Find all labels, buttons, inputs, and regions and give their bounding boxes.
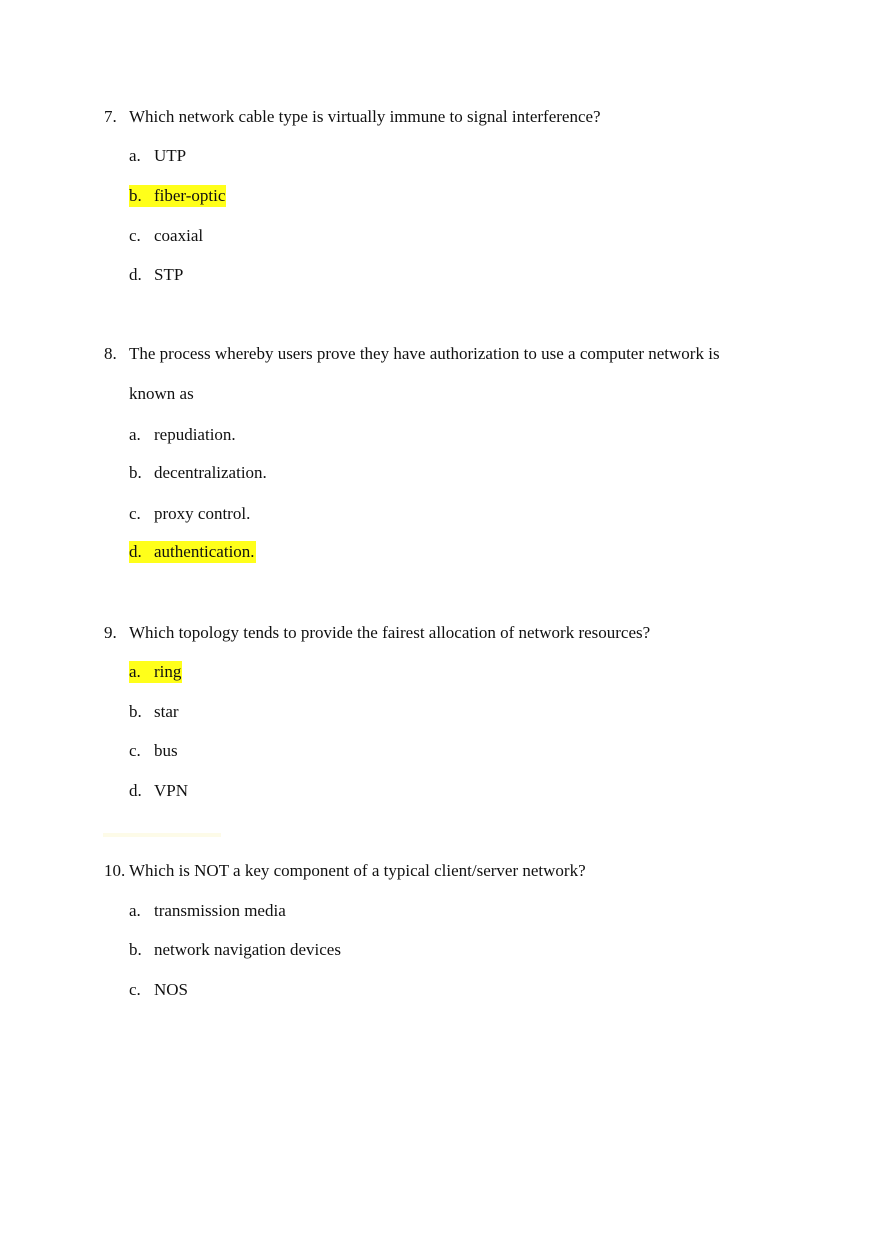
option-letter: a. xyxy=(129,662,141,681)
question-7-number: 7. xyxy=(104,107,117,126)
option-letter: d. xyxy=(129,542,142,561)
question-9-option-d xyxy=(129,780,188,802)
option-text: decentralization. xyxy=(154,463,267,482)
question-7-option-b-highlighted xyxy=(129,185,226,207)
question-9-option-b xyxy=(129,701,179,723)
option-letter: c. xyxy=(129,226,141,245)
option-text: bus xyxy=(154,741,178,760)
option-text: proxy control. xyxy=(154,504,251,523)
option-text: star xyxy=(154,702,179,721)
option-letter: a. xyxy=(129,901,141,920)
question-10-option-a xyxy=(129,900,286,922)
option-letter: a. xyxy=(129,146,141,165)
question-8-option-d-highlighted xyxy=(129,541,256,563)
question-7-option-d xyxy=(129,264,183,286)
question-10-text: Which is NOT a key component of a typical client/server network? xyxy=(129,861,586,880)
question-9-number: 9. xyxy=(104,623,117,642)
option-letter: d. xyxy=(129,265,142,284)
option-letter: d. xyxy=(129,781,142,800)
faint-highlight-mark xyxy=(103,833,221,837)
question-8-text-line-2: known as xyxy=(129,384,194,403)
option-letter: c. xyxy=(129,741,141,760)
option-letter: b. xyxy=(129,463,142,482)
option-text: NOS xyxy=(154,980,189,999)
question-7-option-a xyxy=(129,145,186,167)
question-8-option-c xyxy=(129,503,250,525)
question-8-option-b xyxy=(129,462,267,484)
option-text: transmission media xyxy=(154,901,286,920)
option-letter: a. xyxy=(129,425,141,444)
question-8-option-a xyxy=(129,424,236,446)
option-text: UTP xyxy=(154,146,187,165)
question-8-text-line-1: The process whereby users prove they have authorization to use a computer network is xyxy=(129,344,720,363)
option-text: network navigation devices xyxy=(154,940,341,959)
question-8-number: 8. xyxy=(104,344,117,363)
option-letter: b. xyxy=(129,940,142,959)
question-10-option-b xyxy=(129,939,341,961)
question-10-option-c xyxy=(129,979,188,1001)
option-text: repudiation. xyxy=(154,425,236,444)
option-letter: b. xyxy=(129,702,142,721)
question-9-option-a-highlighted xyxy=(129,661,182,683)
option-text: ring xyxy=(154,662,182,681)
question-9-text: Which topology tends to provide the fairest allocation of network resources? xyxy=(129,623,651,642)
option-text: VPN xyxy=(154,781,189,800)
question-10-number: 10. xyxy=(104,861,126,880)
option-letter: b. xyxy=(129,186,142,205)
question-7-option-c xyxy=(129,225,203,247)
option-text: authentication. xyxy=(154,542,255,561)
option-text: STP xyxy=(154,265,184,284)
option-text: fiber-optic xyxy=(154,186,226,205)
option-letter: c. xyxy=(129,980,141,999)
question-9-option-c xyxy=(129,740,178,762)
question-7-text: Which network cable type is virtually immune to signal interference? xyxy=(129,107,601,126)
option-letter: c. xyxy=(129,504,141,523)
option-text: coaxial xyxy=(154,226,204,245)
